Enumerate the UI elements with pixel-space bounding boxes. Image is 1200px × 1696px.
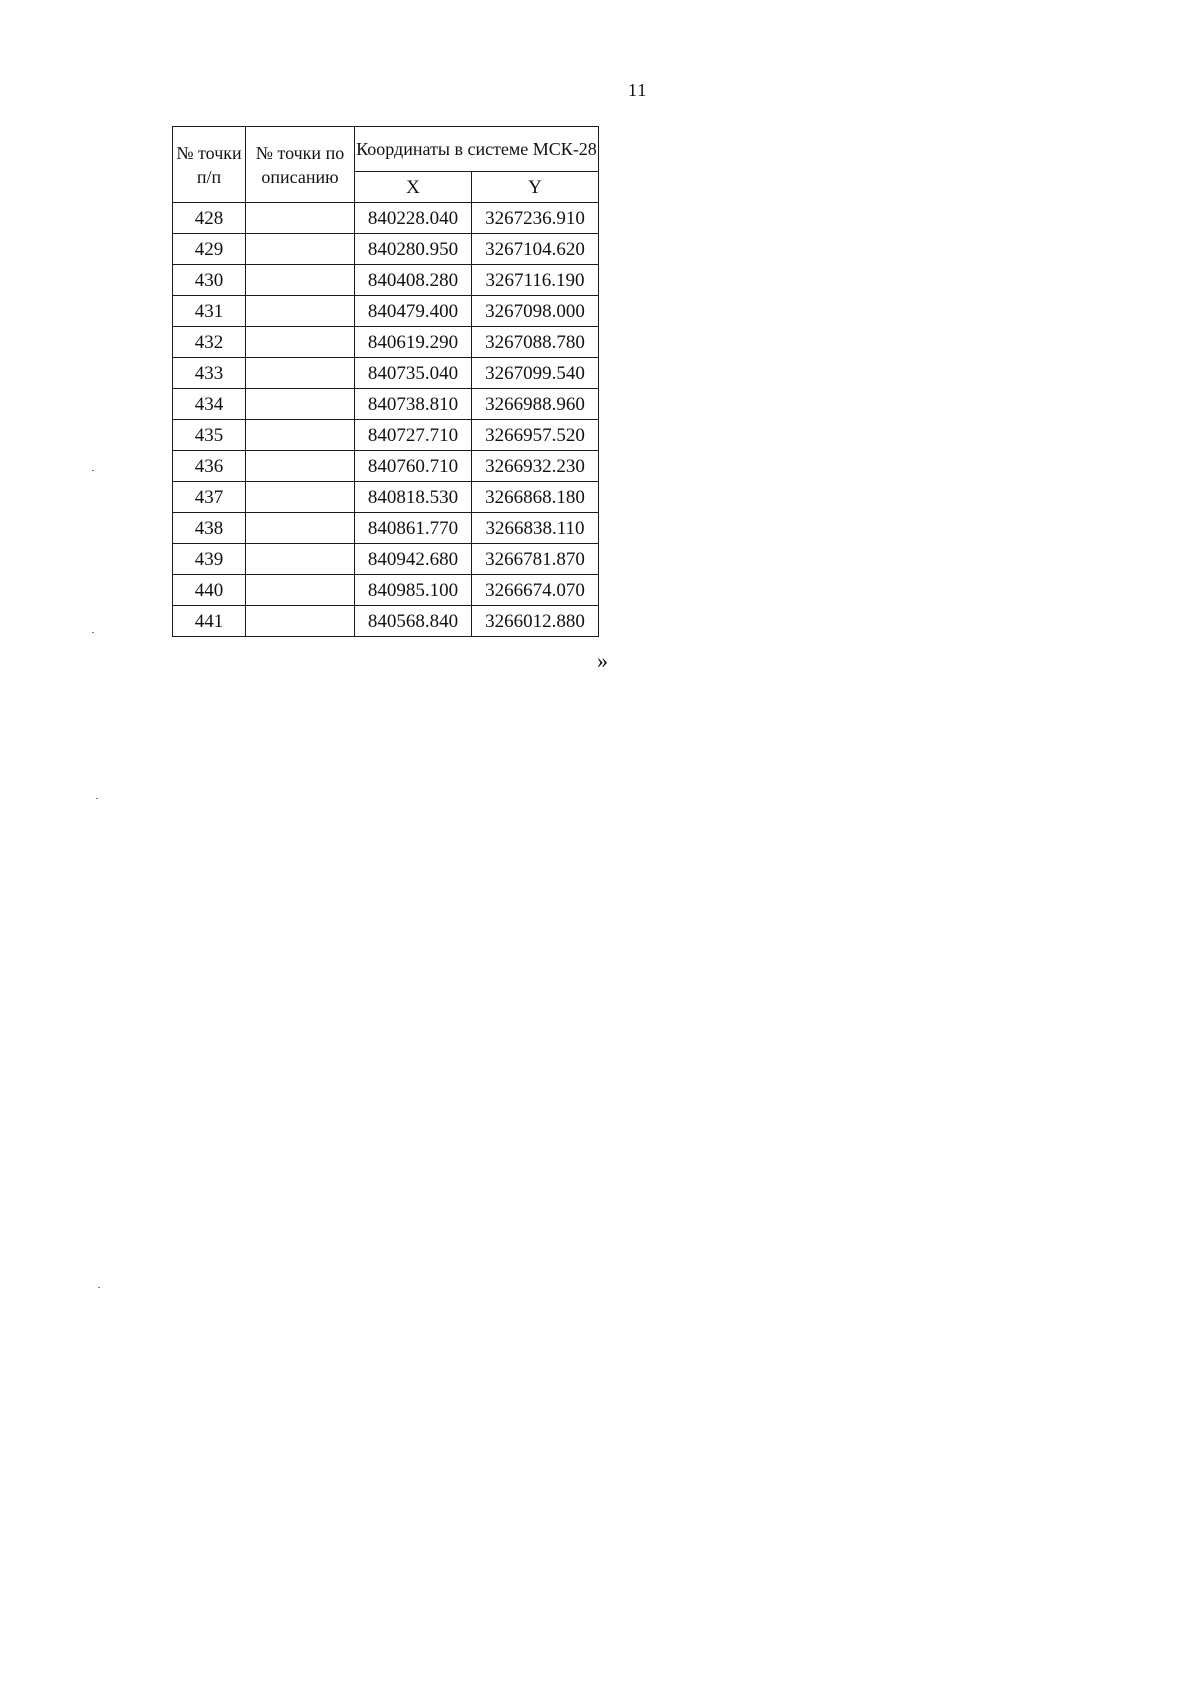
cell-description-point (246, 296, 355, 327)
table-row (173, 513, 599, 544)
cell-y: 3266012.880 (472, 606, 599, 637)
table-row (173, 234, 599, 265)
coordinates-table (172, 126, 599, 637)
table-row (173, 265, 599, 296)
cell-point-number: 431 (173, 296, 246, 327)
cell-point-number: 430 (173, 265, 246, 296)
cell-x: 840280.950 (355, 234, 472, 265)
cell-description-point (246, 265, 355, 296)
cell-description-point (246, 327, 355, 358)
header-point-number: № точки п/п (173, 127, 246, 203)
cell-x: 840818.530 (355, 482, 472, 513)
header-coordinates-system: Координаты в системе МСК-28 (355, 127, 599, 172)
cell-point-number: 438 (173, 513, 246, 544)
cell-description-point (246, 575, 355, 606)
cell-x: 840619.290 (355, 327, 472, 358)
cell-x: 840479.400 (355, 296, 472, 327)
cell-point-number: 434 (173, 389, 246, 420)
cell-point-number: 441 (173, 606, 246, 637)
header-y: Y (472, 172, 599, 203)
header-x: X (355, 172, 472, 203)
cell-y: 3267236.910 (472, 203, 599, 234)
cell-y: 3267099.540 (472, 358, 599, 389)
cell-point-number: 433 (173, 358, 246, 389)
cell-point-number: 440 (173, 575, 246, 606)
cell-y: 3267104.620 (472, 234, 599, 265)
header-description-point: № точки по описанию (246, 127, 355, 203)
table-row (173, 606, 599, 637)
cell-description-point (246, 544, 355, 575)
cell-x: 840738.810 (355, 389, 472, 420)
table-row (173, 203, 599, 234)
table-row (173, 575, 599, 606)
cell-y: 3266674.070 (472, 575, 599, 606)
cell-x: 840985.100 (355, 575, 472, 606)
cell-point-number: 437 (173, 482, 246, 513)
cell-description-point (246, 234, 355, 265)
cell-y: 3266957.520 (472, 420, 599, 451)
cell-y: 3266781.870 (472, 544, 599, 575)
table-row (173, 420, 599, 451)
cell-y: 3266932.230 (472, 451, 599, 482)
cell-point-number: 428 (173, 203, 246, 234)
table-row (173, 389, 599, 420)
cell-description-point (246, 482, 355, 513)
cell-x: 840228.040 (355, 203, 472, 234)
cell-description-point (246, 420, 355, 451)
cell-x: 840942.680 (355, 544, 472, 575)
cell-y: 3266988.960 (472, 389, 599, 420)
cell-point-number: 436 (173, 451, 246, 482)
page-number: 11 (628, 80, 648, 100)
cell-x: 840568.840 (355, 606, 472, 637)
cell-x: 840727.710 (355, 420, 472, 451)
scan-speck (92, 470, 94, 471)
cell-description-point (246, 389, 355, 420)
cell-description-point (246, 606, 355, 637)
cell-x: 840735.040 (355, 358, 472, 389)
table-row (173, 451, 599, 482)
cell-y: 3267088.780 (472, 327, 599, 358)
cell-description-point (246, 358, 355, 389)
table-row (173, 544, 599, 575)
closing-quote: » (597, 648, 608, 673)
cell-point-number: 439 (173, 544, 246, 575)
cell-description-point (246, 203, 355, 234)
cell-point-number: 435 (173, 420, 246, 451)
scan-speck (98, 1287, 100, 1288)
cell-y: 3266838.110 (472, 513, 599, 544)
cell-x: 840408.280 (355, 265, 472, 296)
table-row (173, 482, 599, 513)
cell-x: 840861.770 (355, 513, 472, 544)
cell-point-number: 432 (173, 327, 246, 358)
cell-point-number: 429 (173, 234, 246, 265)
cell-description-point (246, 451, 355, 482)
cell-x: 840760.710 (355, 451, 472, 482)
cell-description-point (246, 513, 355, 544)
cell-y: 3267098.000 (472, 296, 599, 327)
cell-y: 3266868.180 (472, 482, 599, 513)
coordinates-table-body (173, 203, 599, 637)
cell-y: 3267116.190 (472, 265, 599, 296)
scan-speck (92, 632, 94, 633)
scan-speck (96, 798, 98, 799)
table-row (173, 358, 599, 389)
table-row (173, 327, 599, 358)
table-row (173, 296, 599, 327)
